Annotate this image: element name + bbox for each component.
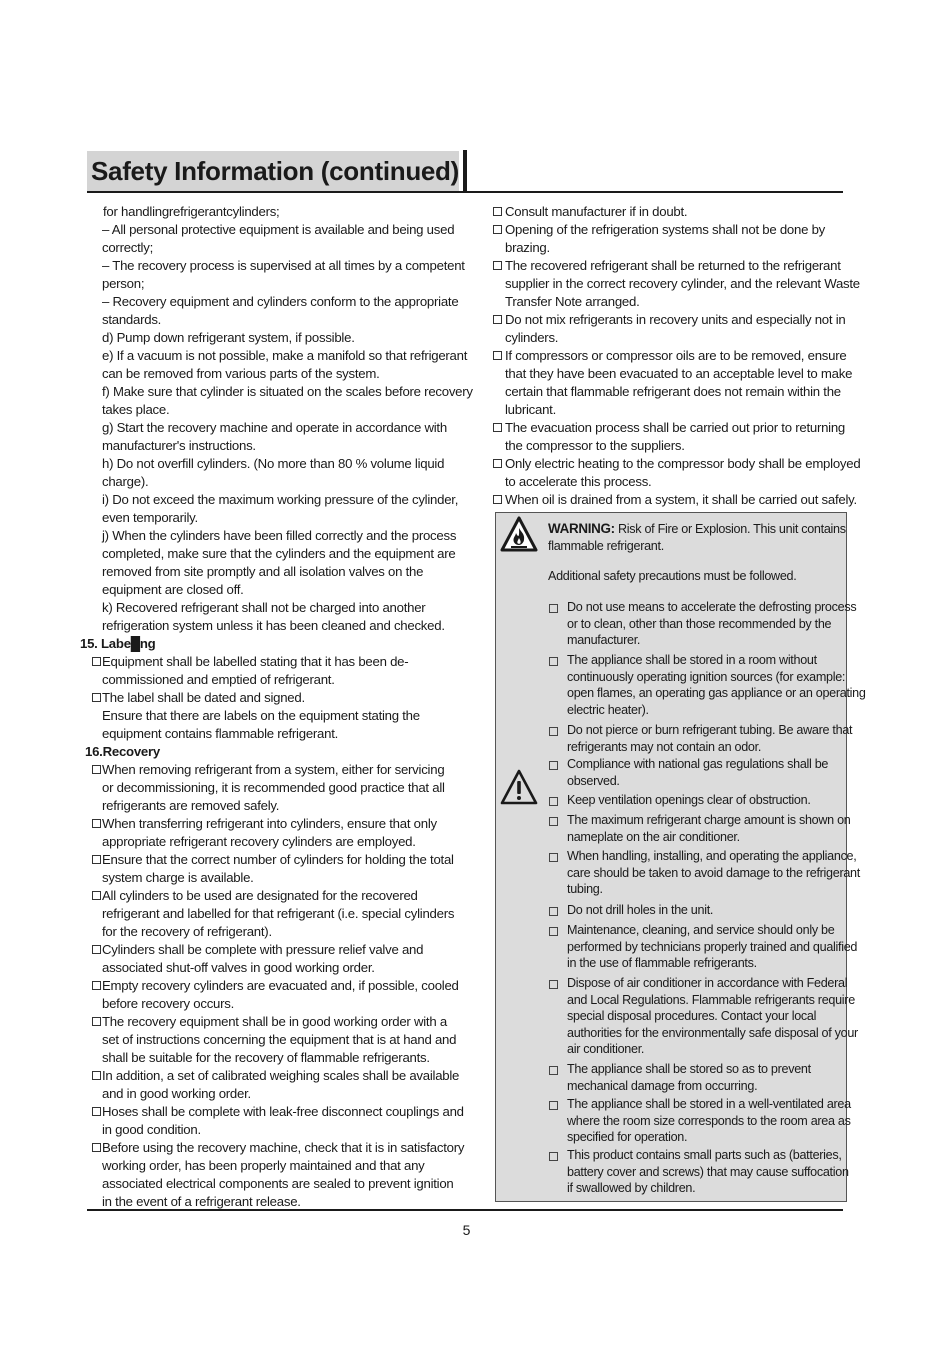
checkbox-bullet-icon xyxy=(493,225,502,234)
list-item: When oil is drained from a system, it shall be carried out safely. xyxy=(493,491,858,509)
checkbox-bullet-icon xyxy=(549,657,558,666)
text-line: equipment contains flammable refrigerant. xyxy=(102,726,339,741)
text-line: in the event of a refrigerant release. xyxy=(102,1194,301,1209)
text-line: equipment are closed off. xyxy=(102,582,244,597)
text-line: appropriate refrigerant recovery cylinders are employed. xyxy=(102,834,416,849)
checkbox-bullet-icon xyxy=(92,693,101,702)
checkbox-bullet-icon xyxy=(549,817,558,826)
list-item: Empty recovery cylinders are evacuated and, if possible, cooled xyxy=(80,977,470,995)
warning-heading: WARNING: Risk of Fire or Explosion. This unit contains flammable refrigerant. xyxy=(548,521,846,553)
checkbox-bullet-icon xyxy=(549,907,558,916)
checkbox-bullet-icon xyxy=(549,927,558,936)
checkbox-bullet-icon xyxy=(493,261,502,270)
checkbox-bullet-icon xyxy=(92,891,101,900)
text-line: charge). xyxy=(102,474,149,489)
checkbox-bullet-icon xyxy=(549,761,558,770)
text-line: k) Recovered refrigerant shall not be charged into another xyxy=(102,600,426,615)
checkbox-bullet-icon xyxy=(493,495,502,504)
checkbox-bullet-icon xyxy=(92,1071,101,1080)
checkbox-bullet-icon xyxy=(549,604,558,613)
text-line: Transfer Note arranged. xyxy=(505,294,640,309)
text-line: certain that flammable refrigerant does not remain within the xyxy=(505,384,841,399)
warning-list-item: The appliance shall be stored in a room without continuously operating ignition sources (for example: open flames, an operating gas appliance or an operating electric heater). xyxy=(567,653,866,717)
text-line: cylinders. xyxy=(505,330,559,345)
checkbox-bullet-icon xyxy=(549,853,558,862)
list-item: The recovery equipment shall be in good working order with a xyxy=(80,1013,470,1031)
fire-warning-icon xyxy=(500,516,538,552)
checkbox-bullet-icon xyxy=(92,1017,101,1026)
text-line: person; xyxy=(102,276,145,291)
exclamation-warning-icon xyxy=(500,768,538,806)
text-line: for the recovery of refrigerant). xyxy=(102,924,272,939)
footer-rule xyxy=(87,1209,843,1211)
text-line: that they have been evacuated to an acceptable level to make xyxy=(505,366,853,381)
text-line: before recovery occurs. xyxy=(102,996,235,1011)
left-column xyxy=(80,203,473,1211)
list-item: The evacuation process shall be carried out prior to returning xyxy=(493,419,858,437)
text-line: d) Pump down refrigerant system, if possible. xyxy=(102,330,355,345)
text-line: even temporarily. xyxy=(102,510,198,525)
text-line: commissioned and emptied of refrigerant. xyxy=(102,672,335,687)
warning-list-item: Do not pierce or burn refrigerant tubing. Be aware that refrigerants may not contain an odor. xyxy=(567,723,853,754)
list-item: Ensure that the correct number of cylinders for holding the total xyxy=(80,851,470,869)
text-line: refrigerants are removed safely. xyxy=(102,798,280,813)
checkbox-bullet-icon xyxy=(92,657,101,666)
list-item: When transferring refrigerant into cylinders, ensure that only xyxy=(80,815,470,833)
text-line: j) When the cylinders have been filled correctly and the process xyxy=(102,528,457,543)
text-line: lubricant. xyxy=(505,402,557,417)
checkbox-bullet-icon xyxy=(493,351,502,360)
text-line: or decommissioning, it is recommended good practice that all xyxy=(102,780,445,795)
warning-list-item: Do not drill holes in the unit. xyxy=(567,903,714,917)
text-line: f) Make sure that cylinder is situated on the scales before recovery xyxy=(102,384,473,399)
text-line: e) If a vacuum is not possible, make a manifold so that refrigerant xyxy=(102,348,468,363)
list-item: All cylinders to be used are designated for the recovered xyxy=(80,887,470,905)
text-line: i) Do not exceed the maximum working pressure of the cylinder, xyxy=(102,492,459,507)
text-line: and in good working order. xyxy=(102,1086,251,1101)
text-line: set of instructions concerning the equipment that is at hand and xyxy=(102,1032,457,1047)
checkbox-bullet-icon xyxy=(549,1101,558,1110)
text-line: h) Do not overfill cylinders. (No more than 80 % volume liquid xyxy=(102,456,445,471)
checkbox-bullet-icon xyxy=(493,315,502,324)
checkbox-bullet-icon xyxy=(549,1152,558,1161)
additional-precautions: Additional safety precautions must be followed. xyxy=(548,569,797,583)
checkbox-bullet-icon xyxy=(549,1066,558,1075)
title-divider-bar xyxy=(463,150,467,192)
list-item: The recovered refrigerant shall be returned to the refrigerant xyxy=(493,257,858,275)
list-item: Do not mix refrigerants in recovery units and especially not in xyxy=(493,311,858,329)
checkbox-bullet-icon xyxy=(493,423,502,432)
checkbox-bullet-icon xyxy=(92,1107,101,1116)
text-line: for handlingrefrigerantcylinders; xyxy=(103,204,280,219)
list-item: Equipment shall be labelled stating that it has been de- xyxy=(80,653,470,671)
list-item: Only electric heating to the compressor body shall be employed xyxy=(493,455,858,473)
checkbox-bullet-icon xyxy=(92,765,101,774)
checkbox-bullet-icon xyxy=(92,819,101,828)
text-line: system charge is available. xyxy=(102,870,254,885)
checkbox-bullet-icon xyxy=(493,207,502,216)
section-heading-recovery: 16.Recovery xyxy=(85,744,160,759)
list-item: In addition, a set of calibrated weighing scales shall be available xyxy=(80,1067,470,1085)
checkbox-bullet-icon xyxy=(549,797,558,806)
checkbox-bullet-icon xyxy=(92,945,101,954)
section-heading-labelling: 15. Labe█ng xyxy=(80,636,156,651)
text-line: takes place. xyxy=(102,402,170,417)
warning-list-item: The maximum refrigerant charge amount is shown on nameplate on the air conditioner. xyxy=(567,813,851,844)
text-line: refrigeration system unless it has been cleaned and checked. xyxy=(102,618,445,633)
checkbox-bullet-icon xyxy=(493,459,502,468)
text-line: supplier in the correct recovery cylinder, and the relevant Waste xyxy=(505,276,860,291)
text-line: in good condition. xyxy=(102,1122,201,1137)
checkbox-bullet-icon xyxy=(92,1143,101,1152)
list-item: The label shall be dated and signed. xyxy=(80,689,470,707)
warning-label: WARNING: xyxy=(548,521,615,536)
checkbox-bullet-icon xyxy=(549,727,558,736)
list-item: If compressors or compressor oils are to be removed, ensure xyxy=(493,347,858,365)
text-line: shall be suitable for the recovery of flammable refrigerants. xyxy=(102,1050,430,1065)
text-line: associated electrical components are sealed to prevent ignition xyxy=(102,1176,454,1191)
warning-list-item: Do not use means to accelerate the defrosting process or to clean, other than those recommended by the manufacturer. xyxy=(567,600,857,648)
list-item: Before using the recovery machine, check that it is in satisfactory xyxy=(80,1139,470,1157)
list-item: Consult manufacturer if in doubt. xyxy=(493,203,858,221)
warning-list-item: Dispose of air conditioner in accordance with Federal and Local Regulations. Flammable refrigerants require special disposal procedures. Contact your local authorities for the environmentally safe disposal of your air conditioner. xyxy=(567,976,858,1057)
text-line: Ensure that there are labels on the equipment stating the xyxy=(102,708,420,723)
text-line: manufacturer's instructions. xyxy=(102,438,256,453)
text-line: g) Start the recovery machine and operate in accordance with xyxy=(102,420,447,435)
right-column xyxy=(493,203,861,509)
page-title: Safety Information (continued) xyxy=(87,151,459,191)
text-line: can be removed from various parts of the system. xyxy=(102,366,380,381)
text-line: removed from site promptly and all isolation valves on the xyxy=(102,564,424,579)
text-line: correctly; xyxy=(102,240,153,255)
warning-list-item: Maintenance, cleaning, and service should only be performed by technicians properly trained and qualified in the use of flammable refrigerants. xyxy=(567,923,858,971)
text-line: standards. xyxy=(102,312,162,327)
warning-list-item: Keep ventilation openings clear of obstruction. xyxy=(567,793,811,807)
text-line: – The recovery process is supervised at all times by a competent xyxy=(102,258,465,273)
warning-list-item: When handling, installing, and operating the appliance, care should be taken to avoid damage to the refrigerant tubing. xyxy=(567,849,860,897)
text-line: the compressor to the suppliers. xyxy=(505,438,685,453)
text-line: – All personal protective equipment is available and being used xyxy=(102,222,455,237)
page-number: 5 xyxy=(462,1222,471,1238)
warning-list-item: The appliance shall be stored so as to prevent mechanical damage from occurring. xyxy=(567,1062,811,1093)
warning-list-item: The appliance shall be stored in a well-ventilated area where the room size corresponds to the room area as specified for operation. xyxy=(567,1097,851,1145)
list-item: When removing refrigerant from a system, either for servicing xyxy=(80,761,470,779)
header-rule xyxy=(87,191,843,193)
checkbox-bullet-icon xyxy=(549,980,558,989)
text-line: refrigerant and labelled for that refrigerant (i.e. special cylinders xyxy=(102,906,455,921)
text-line: working order, has been properly maintained and that any xyxy=(102,1158,425,1173)
warning-list-item: Compliance with national gas regulations shall be observed. xyxy=(567,757,829,788)
text-line: brazing. xyxy=(505,240,550,255)
checkbox-bullet-icon xyxy=(92,855,101,864)
text-line: associated shut-off valves in good working order. xyxy=(102,960,375,975)
list-item: Hoses shall be complete with leak-free disconnect couplings and xyxy=(80,1103,470,1121)
list-item: Cylinders shall be complete with pressure relief valve and xyxy=(80,941,470,959)
checkbox-bullet-icon xyxy=(92,981,101,990)
text-line: – Recovery equipment and cylinders conform to the appropriate xyxy=(102,294,459,309)
warning-list-item: This product contains small parts such as (batteries, battery cover and screws) that may cause suffocation if swallowed by children. xyxy=(567,1148,849,1196)
text-line: to accelerate this process. xyxy=(505,474,652,489)
list-item: Opening of the refrigeration systems shall not be done by xyxy=(493,221,858,239)
text-line: completed, make sure that the cylinders and the equipment are xyxy=(102,546,456,561)
